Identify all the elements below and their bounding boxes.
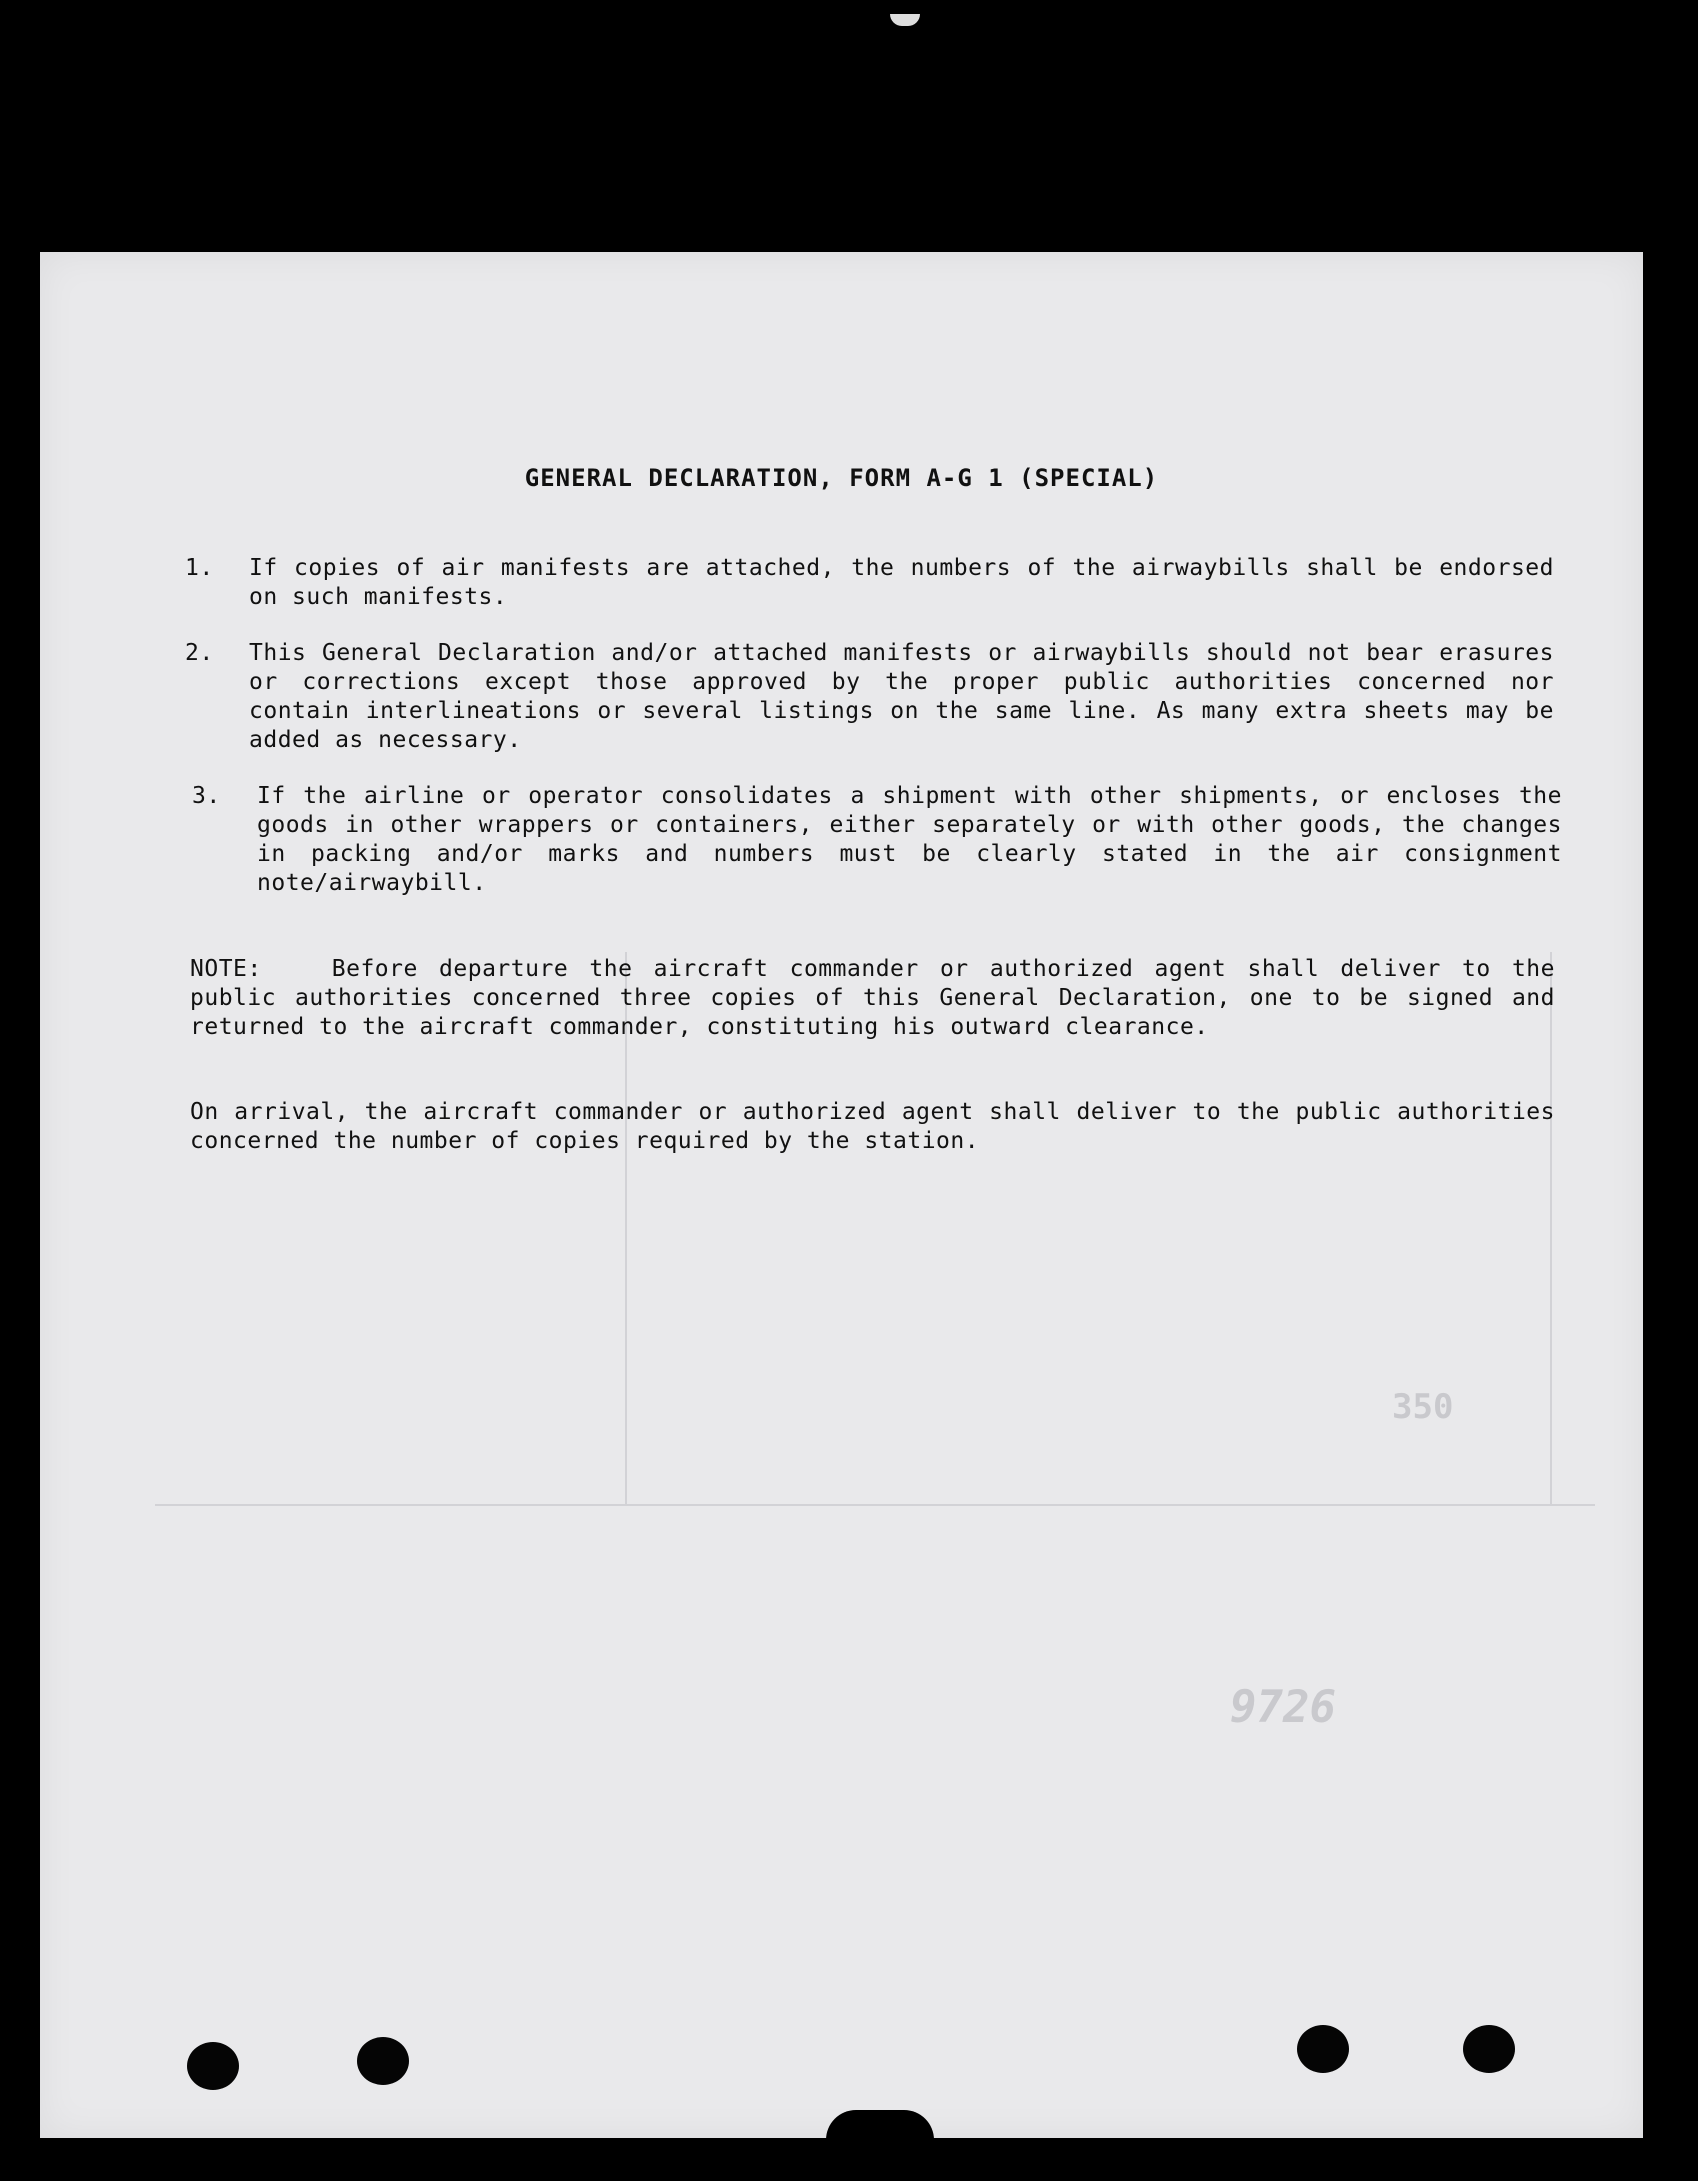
note-label: NOTE: bbox=[190, 956, 262, 982]
note-text: Before departure the aircraft commander or authorized agent shall deliver to the public authorities concerned three copies of this General Declaration, one to be signed and returned to the aircraft commander, constituting his outward clearance. bbox=[190, 956, 1555, 1040]
scan-top-notch bbox=[890, 14, 920, 26]
document-page bbox=[40, 252, 1643, 2138]
note-paragraph bbox=[190, 955, 1555, 1042]
punch-hole-right-1 bbox=[1297, 2025, 1349, 2073]
arrival-paragraph: On arrival, the aircraft commander or authorized agent shall deliver to the public authorities concerned the number of copies required by the station. bbox=[190, 1099, 1555, 1154]
item-number: 3. bbox=[192, 783, 221, 809]
document-title: GENERAL DECLARATION, FORM A-G 1 (SPECIAL) bbox=[524, 464, 1159, 492]
punch-hole-right-2 bbox=[1463, 2025, 1515, 2073]
item-number: 1. bbox=[185, 555, 214, 581]
item-text: This General Declaration and/or attached manifests or airwaybills should not bear erasures or corrections except those approved by the proper public authorities concerned nor contain interlineations or several listings on the same line. As many extra sheets may be added as necessary. bbox=[249, 640, 1554, 753]
bleed-handwritten-number: 9726 bbox=[1230, 1682, 1336, 1733]
bleed-stamp-number: 350 bbox=[1392, 1387, 1454, 1427]
scan-bottom-notch bbox=[826, 2110, 934, 2150]
instruction-item-1 bbox=[185, 554, 1555, 614]
instruction-item-3 bbox=[185, 782, 1562, 898]
punch-hole-left-1 bbox=[187, 2042, 239, 2090]
item-text: If the airline or operator consolidates a shipment with other shipments, or encloses the goods in other wrappers or containers, either separately or with other goods, the changes in packing and/or marks and numbers must be clearly stated in the air consignment note/airwaybill. bbox=[257, 783, 1562, 896]
instruction-item-2 bbox=[185, 639, 1555, 755]
punch-hole-left-2 bbox=[357, 2037, 409, 2085]
item-text: If copies of air manifests are attached, the numbers of the airwaybills shall be endorsed on such manifests. bbox=[249, 555, 1554, 610]
document-body bbox=[40, 252, 1643, 2138]
item-number: 2. bbox=[185, 640, 214, 666]
